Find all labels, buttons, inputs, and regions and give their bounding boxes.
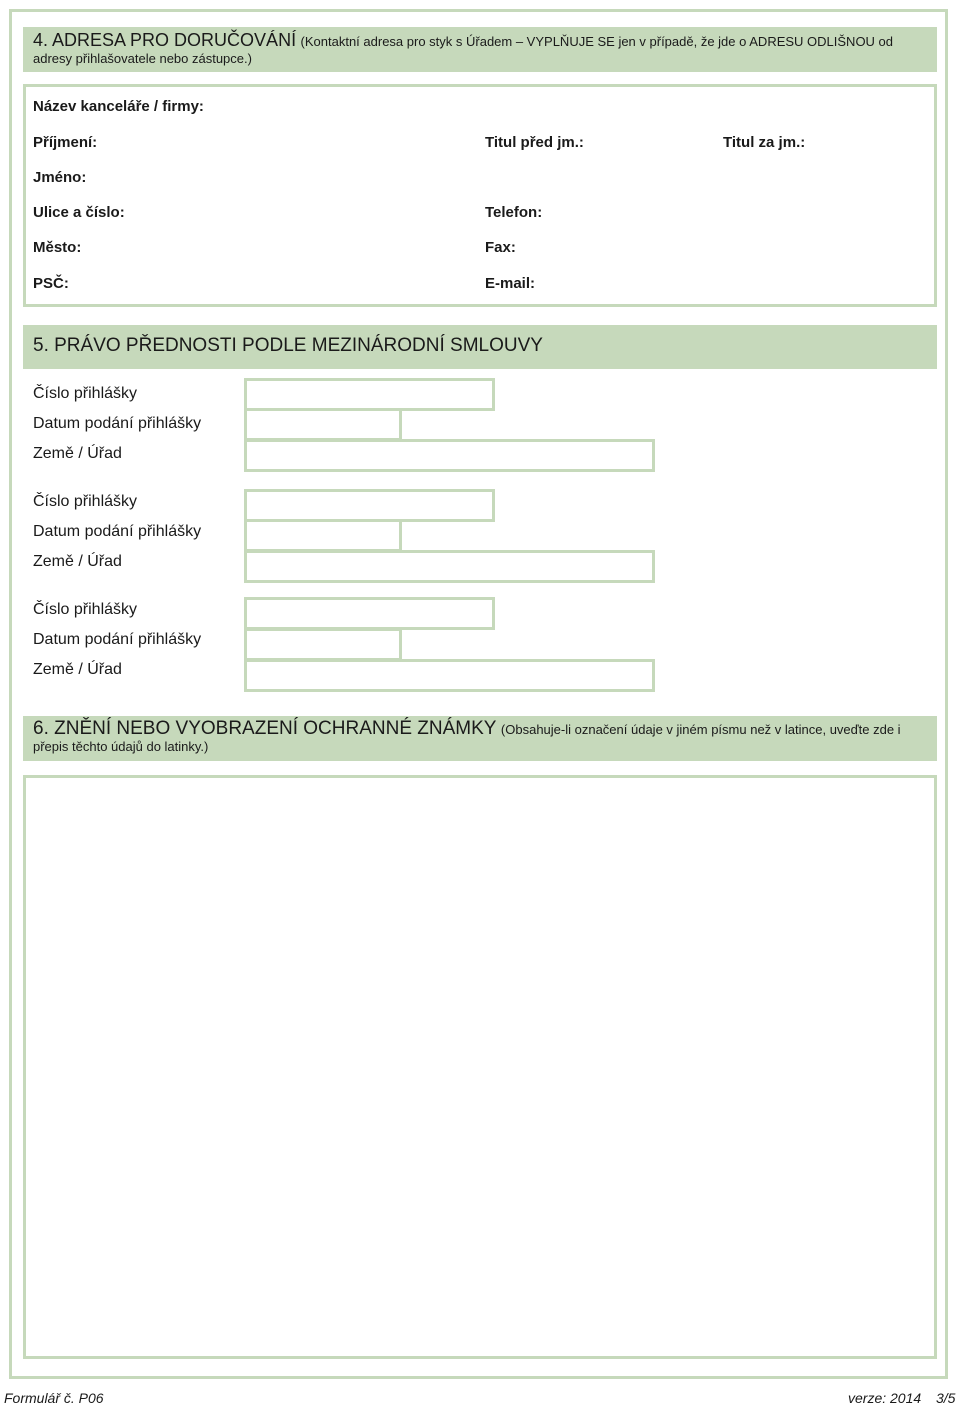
title-after-label: Titul za jm.:	[723, 134, 806, 151]
section-6-note: (Obsahuje-li označení údaje v jiném písmu než v latince, uveďte zde i přepis těchto údajů do latinky.)	[33, 722, 901, 754]
title-before-label: Titul před jm.:	[485, 134, 584, 151]
section-6-header	[23, 716, 937, 761]
priority-date-label: Datum podání přihlášky	[33, 415, 202, 432]
priority-number-field[interactable]	[244, 489, 495, 522]
priority-number-label: Číslo přihlášky	[33, 385, 138, 402]
priority-country-label: Země / Úřad	[33, 445, 122, 462]
priority-country-field[interactable]	[244, 659, 655, 692]
section-5-heading: 5. PRÁVO PŘEDNOSTI PODLE MEZINÁRODNÍ SMLOUVY	[33, 335, 543, 356]
priority-number-field[interactable]	[244, 597, 495, 630]
phone-label: Telefon:	[485, 204, 543, 221]
trademark-representation-box[interactable]	[23, 775, 937, 1359]
zip-label: PSČ:	[33, 275, 69, 292]
delivery-address-box	[23, 84, 937, 307]
email-label: E-mail:	[485, 275, 536, 292]
city-label: Město:	[33, 239, 82, 256]
priority-country-field[interactable]	[244, 550, 655, 583]
section-4-header	[23, 27, 937, 72]
priority-date-field[interactable]	[244, 628, 402, 661]
priority-number-label: Číslo přihlášky	[33, 493, 138, 510]
priority-country-field[interactable]	[244, 439, 655, 472]
fax-label: Fax:	[485, 239, 516, 256]
priority-country-label: Země / Úřad	[33, 553, 122, 570]
section-4-heading: 4. ADRESA PRO DORUČOVÁNÍ	[33, 30, 297, 50]
office-name-label: Název kanceláře / firmy:	[33, 98, 204, 115]
form-number: Formulář č. P06	[4, 1390, 104, 1406]
priority-date-field[interactable]	[244, 408, 402, 441]
section-4-note: (Kontaktní adresa pro styk s Úřadem – VYPLŇUJE SE jen v případě, že jde o ADRESU ODLIŠNOU od adresy přihlašovatele nebo zástupce.)	[33, 34, 894, 66]
priority-country-label: Země / Úřad	[33, 661, 122, 678]
priority-number-field[interactable]	[244, 378, 495, 411]
priority-date-field[interactable]	[244, 519, 402, 552]
priority-date-label: Datum podání přihlášky	[33, 631, 202, 648]
street-label: Ulice a číslo:	[33, 204, 125, 221]
section-6-heading: 6. ZNĚNÍ NEBO VYOBRAZENÍ OCHRANNÉ ZNÁMKY	[33, 718, 497, 739]
first-name-label: Jméno:	[33, 169, 87, 186]
page-number: 3/5	[936, 1390, 956, 1406]
priority-date-label: Datum podání přihlášky	[33, 523, 202, 540]
version-label: verze: 2014	[848, 1390, 922, 1406]
surname-label: Příjmení:	[33, 134, 98, 151]
priority-number-label: Číslo přihlášky	[33, 601, 138, 618]
section-5-header	[23, 325, 937, 369]
